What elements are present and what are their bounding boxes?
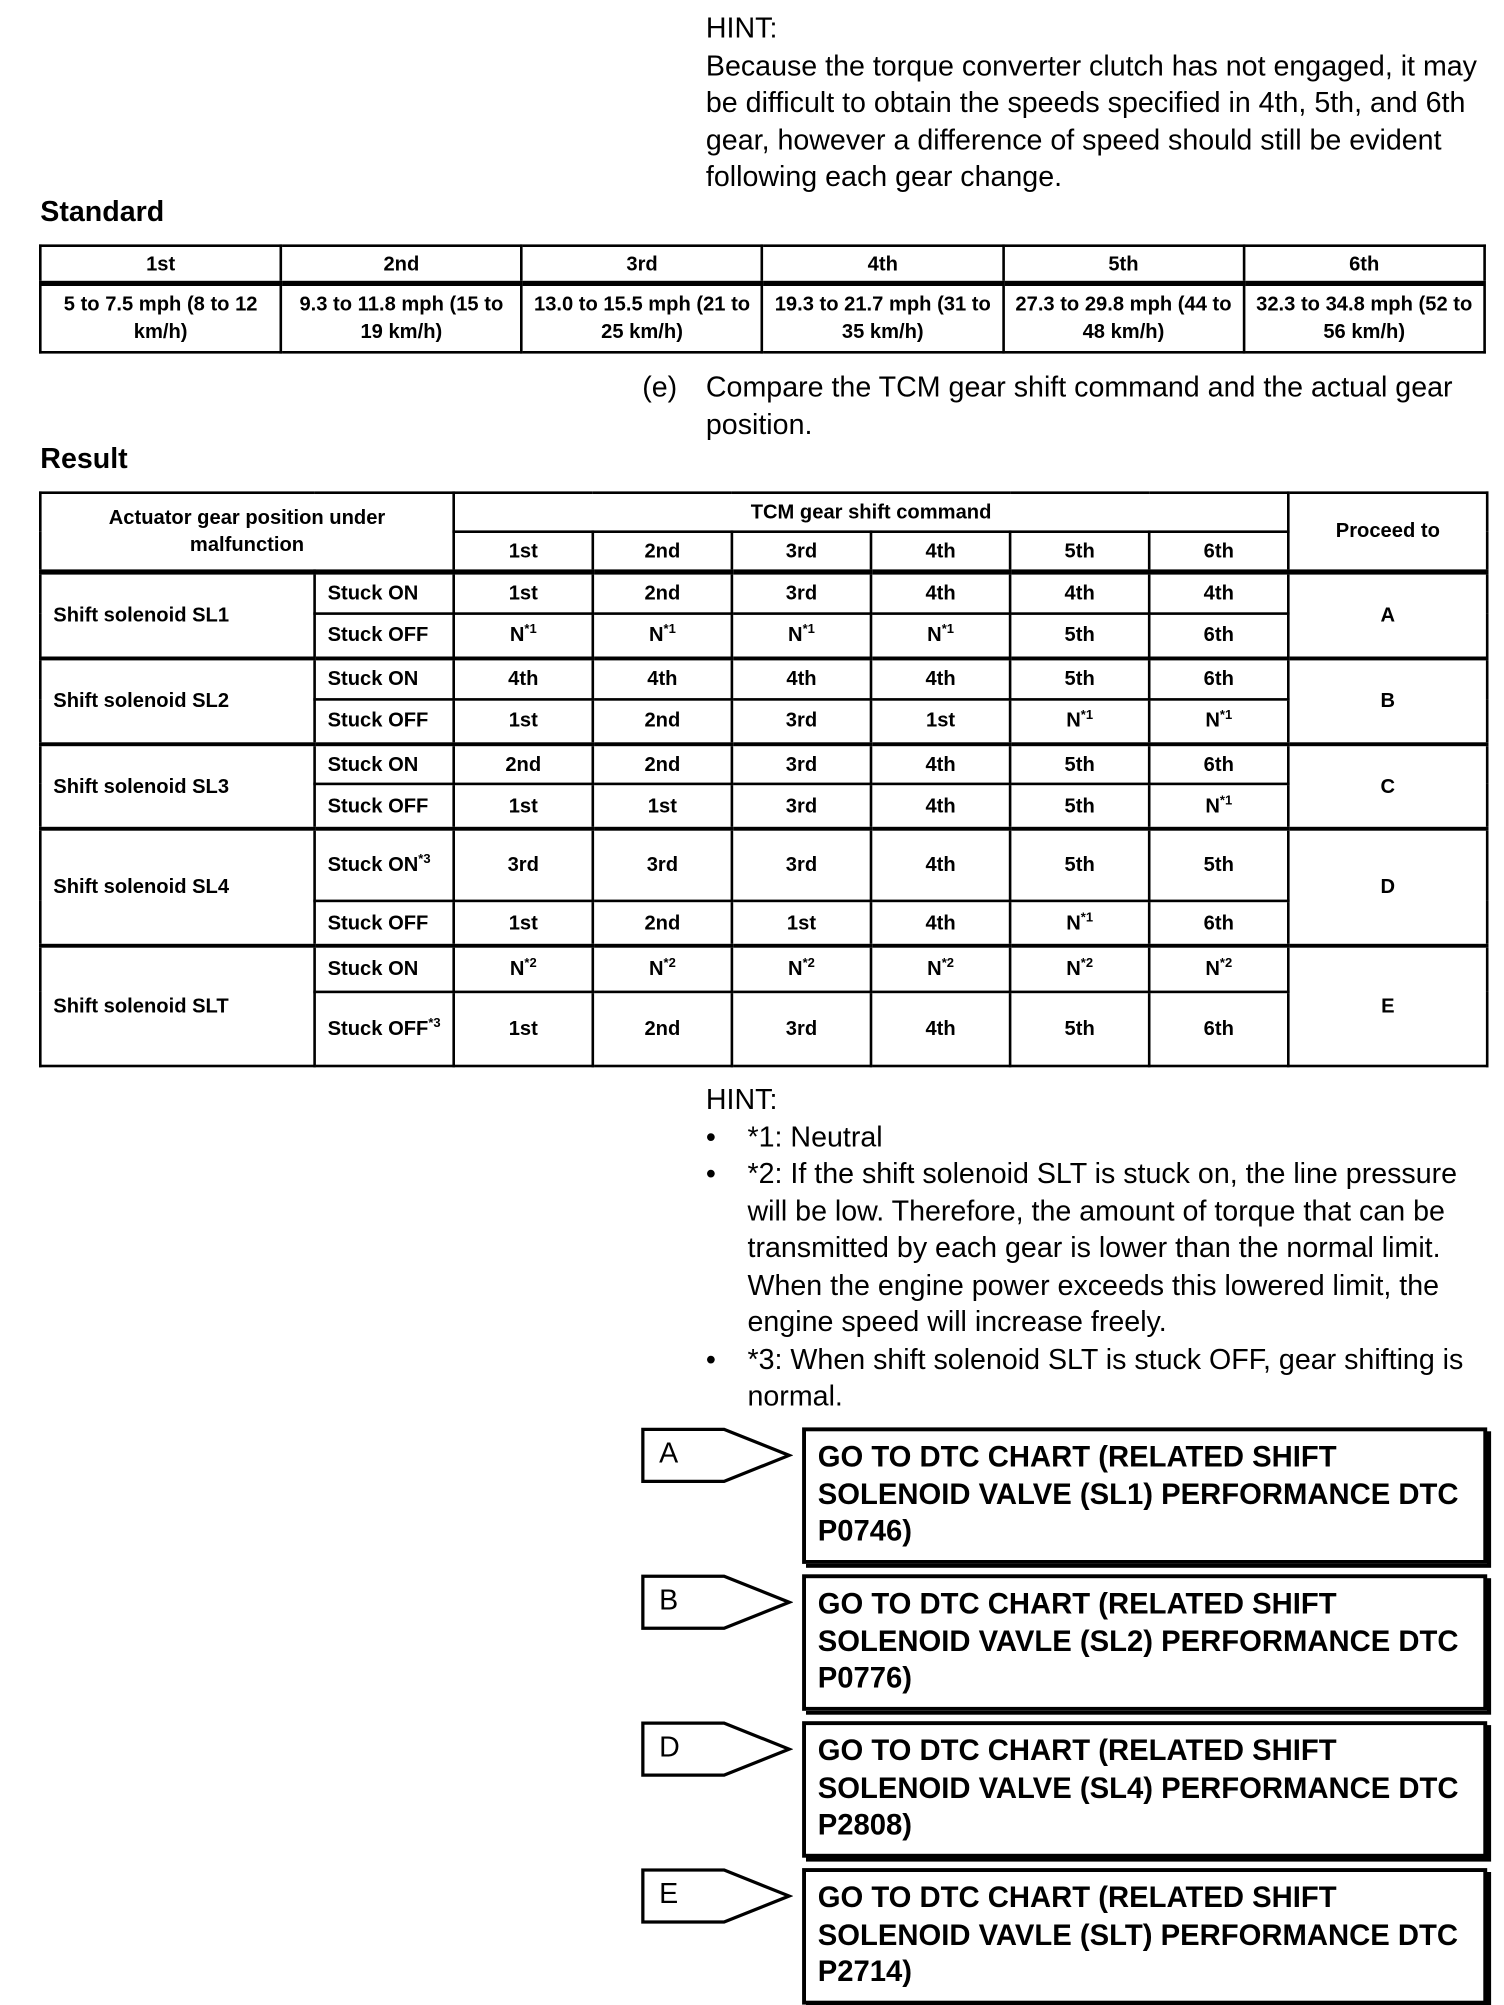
standard-heading: Standard	[40, 195, 165, 228]
standard-value-cell: 13.0 to 15.5 mph (21 to 25 km/h)	[522, 283, 763, 352]
fault-mode-cell: Stuck ON	[315, 946, 454, 992]
gear-cell: 1st	[454, 572, 593, 614]
tcm-command-header: TCM gear shift command	[454, 493, 1289, 532]
gear-cell: 4th	[454, 658, 593, 699]
gear-cell	[593, 946, 732, 992]
standard-value-cell: 27.3 to 29.8 mph (44 to 48 km/h)	[1003, 283, 1244, 352]
fault-mode-cell: Stuck OFF	[315, 902, 454, 947]
gear-cell	[1149, 902, 1288, 947]
result-tag-d	[641, 1721, 793, 1777]
fault-mode-cell: Stuck ON	[315, 658, 454, 699]
standard-speed-table	[39, 244, 1486, 353]
gear-cell	[593, 785, 732, 830]
fault-mode-cell: Stuck OFF	[315, 785, 454, 830]
gear-value: N	[1205, 958, 1220, 981]
hint-footnotes	[706, 1082, 1486, 1415]
footnote-mark: *1	[802, 623, 815, 638]
gear-cell: 4th	[871, 829, 1010, 901]
gear-value: 1st	[647, 795, 677, 818]
gear-value: N	[788, 958, 803, 981]
footnote-mark: *1	[1219, 708, 1233, 724]
gear-header-cell: 4th	[871, 532, 1010, 571]
gear-cell: 2nd	[593, 572, 732, 614]
standard-header-cell: 1st	[40, 246, 281, 284]
gear-cell: 3rd	[732, 829, 871, 901]
gear-value: N	[648, 624, 664, 647]
gear-cell	[1010, 946, 1149, 992]
proceed-cell: A	[1288, 572, 1487, 659]
fault-mode-cell: Stuck OFF	[315, 614, 454, 659]
gear-cell	[1010, 699, 1149, 744]
gear-cell: 2nd	[593, 992, 732, 1066]
gear-value: N	[1066, 958, 1081, 981]
gear-cell: 3rd	[732, 572, 871, 614]
standard-header-cell: 3rd	[522, 246, 763, 284]
solenoid-name-cell: Shift solenoid SLT	[40, 946, 314, 1066]
gear-cell	[593, 614, 732, 659]
standard-header-cell: 2nd	[281, 246, 522, 284]
gear-cell: 4th	[593, 658, 732, 699]
gear-value: 1st	[786, 912, 817, 935]
tag-letter: A	[659, 1436, 679, 1469]
fault-mode-cell: Stuck OFF	[315, 699, 454, 744]
footnote-mark: *1	[1080, 911, 1094, 926]
gear-cell	[1010, 614, 1149, 659]
result-tag-b	[641, 1574, 793, 1630]
proceed-cell: D	[1288, 829, 1487, 946]
gear-cell: 3rd	[593, 829, 732, 901]
gear-cell	[1149, 699, 1288, 744]
standard-header-cell: 4th	[762, 246, 1003, 284]
gear-cell	[871, 699, 1010, 744]
proceed-cell: B	[1288, 658, 1487, 743]
list-item: • *3: When shift solenoid SLT is stuck OFF, gear shifting is normal.	[706, 1341, 1486, 1415]
gear-value: 2nd	[644, 912, 681, 935]
proceed-column-header: Proceed to	[1288, 493, 1487, 572]
table-row	[40, 572, 1487, 614]
hint-top-label: HINT:	[705, 11, 778, 45]
table-row	[40, 946, 1487, 992]
gear-cell: 6th	[1149, 992, 1288, 1066]
gear-cell	[1149, 614, 1288, 659]
gear-value: 2nd	[644, 710, 681, 733]
gear-cell: 5th	[1149, 829, 1288, 901]
fault-mode-cell: Stuck ON	[315, 744, 454, 785]
gear-value: N	[927, 624, 942, 647]
gear-value: 3rd	[785, 795, 818, 818]
gear-cell: 6th	[1149, 658, 1288, 699]
gear-value: 5th	[1064, 624, 1095, 647]
solenoid-name-cell: Shift solenoid SL2	[40, 658, 314, 743]
gear-value: N	[1205, 795, 1220, 818]
standard-value-cell: 9.3 to 11.8 mph (15 to 19 km/h)	[281, 283, 522, 352]
footnote-mark: *2	[524, 957, 537, 972]
gear-cell: 2nd	[593, 744, 732, 785]
gear-header-cell: 3rd	[732, 532, 871, 571]
gear-cell: 4th	[871, 992, 1010, 1066]
gear-value: 1st	[926, 710, 956, 733]
gear-value: N	[509, 958, 525, 981]
gear-cell	[454, 902, 593, 947]
result-tag-a	[641, 1427, 793, 1483]
solenoid-name-cell: Shift solenoid SL4	[40, 829, 314, 946]
gear-cell	[871, 946, 1010, 992]
gear-value: 5th	[1064, 795, 1095, 818]
footnote-mark: *1	[1080, 708, 1094, 724]
gear-cell	[593, 902, 732, 947]
gear-value: 1st	[508, 912, 538, 935]
gear-cell	[454, 785, 593, 830]
gear-cell: 5th	[1010, 992, 1149, 1066]
gear-cell	[1149, 946, 1288, 992]
footnote-mark: *2	[802, 957, 815, 972]
gear-cell	[871, 614, 1010, 659]
fault-mode-cell	[315, 992, 454, 1066]
table-row	[40, 829, 1487, 901]
gear-header-cell: 1st	[454, 532, 593, 571]
hint-footnotes-label: HINT:	[705, 1082, 778, 1116]
gear-cell: 4th	[871, 744, 1010, 785]
proceed-cell: E	[1288, 946, 1487, 1066]
gear-cell: 5th	[1010, 658, 1149, 699]
gear-header-cell: 5th	[1010, 532, 1149, 571]
footnote-mark: *1	[524, 623, 537, 638]
standard-header-cell: 5th	[1003, 246, 1244, 284]
gear-cell	[871, 902, 1010, 947]
gear-cell: 5th	[1010, 744, 1149, 785]
gear-header-cell: 2nd	[593, 532, 732, 571]
gear-cell	[454, 946, 593, 992]
action-box-d: GO TO DTC CHART (RELATED SHIFT SOLENOID VALVE (SL4) PERFORMANCE DTC P2808)	[802, 1721, 1487, 1858]
gear-header-cell: 6th	[1149, 532, 1288, 571]
gear-value: 1st	[508, 795, 538, 818]
gear-cell: 3rd	[732, 992, 871, 1066]
solenoid-name-cell: Shift solenoid SL3	[40, 744, 314, 829]
fault-mode-label: Stuck ON	[327, 854, 419, 877]
standard-value-cell: 5 to 7.5 mph (8 to 12 km/h)	[40, 283, 281, 352]
gear-value: 4th	[925, 912, 956, 935]
result-table	[39, 491, 1489, 1067]
action-box-b: GO TO DTC CHART (RELATED SHIFT SOLENOID VAVLE (SL2) PERFORMANCE DTC P0776)	[802, 1574, 1487, 1711]
standard-header-row	[40, 246, 1484, 284]
gear-cell: 3rd	[454, 829, 593, 901]
gear-cell	[454, 699, 593, 744]
gear-cell: 5th	[1010, 829, 1149, 901]
footnote-mark: *2	[1080, 957, 1094, 972]
fault-mode-label: Stuck OFF	[327, 1018, 429, 1041]
gear-value: N	[788, 624, 803, 647]
tag-letter: E	[659, 1877, 679, 1910]
result-heading: Result	[40, 441, 128, 475]
proceed-cell: C	[1288, 744, 1487, 829]
gear-cell	[1149, 785, 1288, 830]
gear-cell	[454, 614, 593, 659]
standard-value-cell: 32.3 to 34.8 mph (52 to 56 km/h)	[1244, 283, 1485, 352]
gear-cell	[1010, 902, 1149, 947]
result-header-row	[40, 493, 1487, 532]
gear-cell	[732, 785, 871, 830]
gear-cell: 3rd	[732, 744, 871, 785]
gear-value: N	[1066, 912, 1081, 935]
standard-value-row	[40, 283, 1484, 352]
gear-cell: 4th	[871, 572, 1010, 614]
gear-value: 6th	[1203, 912, 1234, 935]
gear-value: 1st	[508, 710, 538, 733]
gear-value: N	[1205, 710, 1220, 733]
table-row	[40, 744, 1487, 785]
gear-cell	[732, 946, 871, 992]
footnote-mark: *2	[663, 957, 676, 972]
action-box-e: GO TO DTC CHART (RELATED SHIFT SOLENOID VAVLE (SLT) PERFORMANCE DTC P2714)	[802, 1868, 1487, 2005]
footnote-mark: *3	[428, 1016, 441, 1032]
gear-cell: 1st	[454, 992, 593, 1066]
footnote-mark: *2	[941, 957, 954, 972]
gear-cell	[732, 699, 871, 744]
hint-top-text: Because the torque converter clutch has not engaged, it may be difficult to obtain the speeds specified in 4th, 5th, and 6th gear, however a difference of speed should still be evident following each gear change.	[705, 48, 1477, 193]
tag-letter: B	[659, 1583, 679, 1616]
gear-value: 4th	[925, 795, 956, 818]
gear-value: N	[648, 958, 664, 981]
footnote-mark: *2	[1219, 957, 1233, 972]
hint-top	[706, 10, 1486, 195]
gear-cell: 4th	[1010, 572, 1149, 614]
gear-cell	[593, 699, 732, 744]
result-tag-e	[641, 1868, 793, 1924]
footnote-mark: *1	[941, 623, 954, 638]
footnote-mark: *1	[663, 623, 676, 638]
step-e-label: (e)	[642, 370, 678, 403]
gear-cell	[732, 902, 871, 947]
actuator-column-header: Actuator gear position under malfunction	[40, 493, 453, 572]
footnote-mark: *1	[1219, 794, 1233, 809]
gear-value: 6th	[1203, 624, 1234, 647]
list-item: • *1: Neutral	[706, 1119, 1486, 1156]
gear-value: N	[509, 624, 525, 647]
step-e-text: Compare the TCM gear shift command and the actual gear position.	[705, 370, 1453, 441]
gear-cell	[871, 785, 1010, 830]
fault-mode-cell: Stuck ON	[315, 572, 454, 614]
gear-cell	[732, 614, 871, 659]
footnote-list	[706, 1119, 1486, 1415]
table-row	[40, 658, 1487, 699]
tag-letter: D	[659, 1730, 680, 1763]
gear-cell: 4th	[1149, 572, 1288, 614]
list-item: • *2: If the shift solenoid SLT is stuck on, the line pressure will be low. Therefore, the amount of torque that can be transmitted by each gear is lower than the normal limit. When the engine power exceeds this lowered limit, the engine speed will increase freely.	[706, 1156, 1486, 1341]
gear-cell	[1010, 785, 1149, 830]
gear-cell: 4th	[732, 658, 871, 699]
action-box-a: GO TO DTC CHART (RELATED SHIFT SOLENOID VALVE (SL1) PERFORMANCE DTC P0746)	[802, 1427, 1487, 1564]
gear-cell: 6th	[1149, 744, 1288, 785]
standard-value-cell: 19.3 to 21.7 mph (31 to 35 km/h)	[762, 283, 1003, 352]
gear-cell: 4th	[871, 658, 1010, 699]
gear-value: 3rd	[785, 710, 818, 733]
solenoid-name-cell: Shift solenoid SL1	[40, 572, 314, 659]
footnote-mark: *3	[418, 853, 431, 868]
gear-value: N	[927, 958, 942, 981]
fault-mode-cell	[315, 829, 454, 901]
gear-cell: 2nd	[454, 744, 593, 785]
gear-value: N	[1066, 710, 1081, 733]
standard-header-cell: 6th	[1244, 246, 1485, 284]
